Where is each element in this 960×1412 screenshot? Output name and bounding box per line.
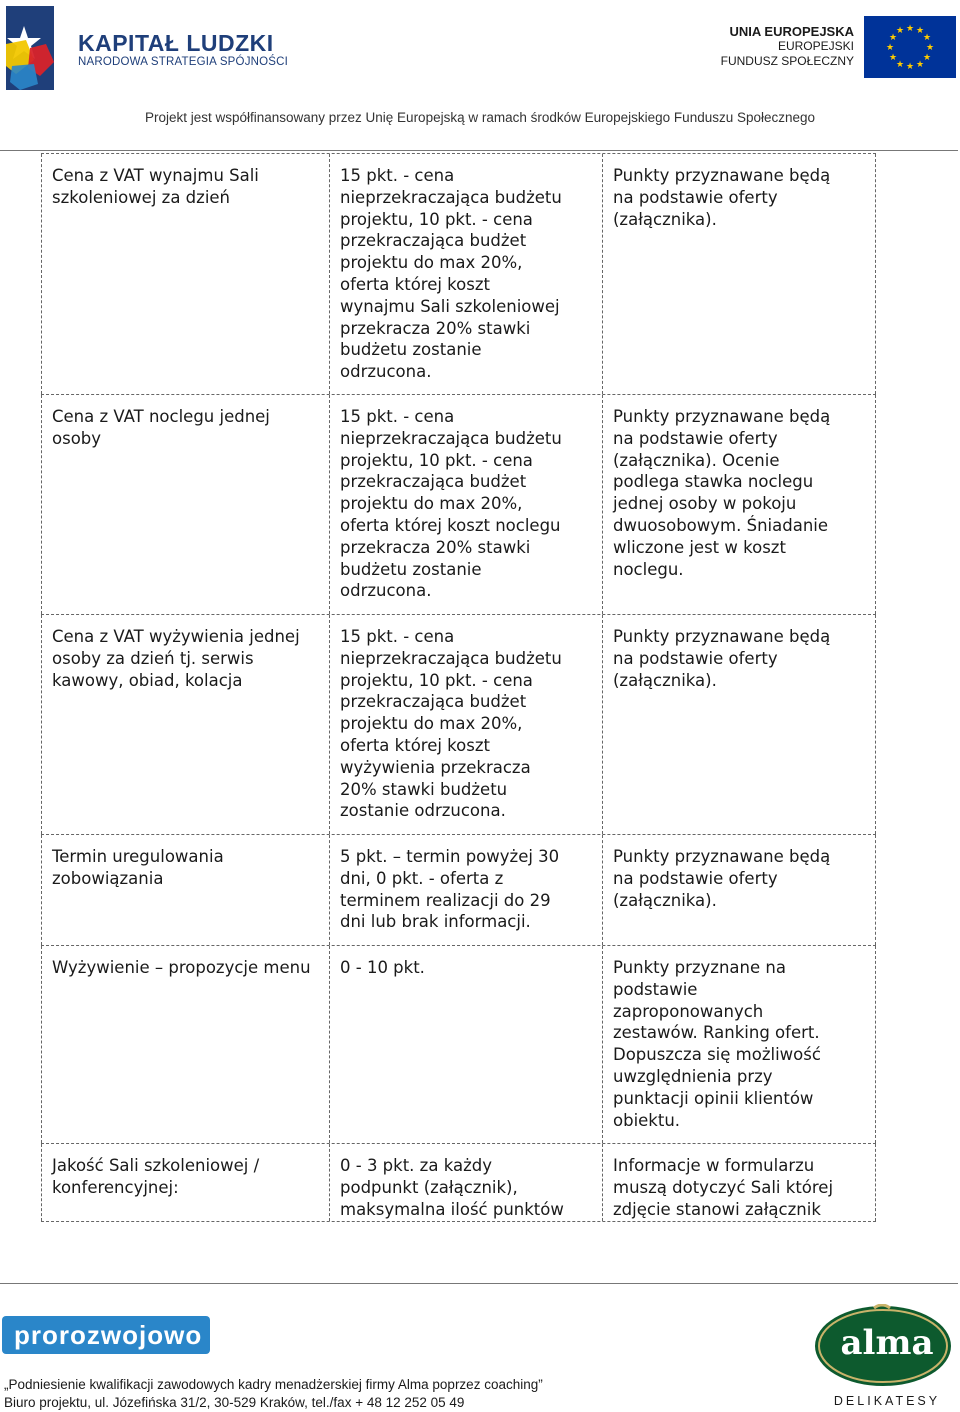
points-cell: 15 pkt. - cena nieprzekraczająca budżetu projektu, 10 pkt. - cena przekraczająca budżet projektu do max 20%, oferta której koszt wynajmu Sali szkoleniowej przekracza 20% stawki budżetu zostanie odrzucona. [330,154,603,394]
notes-cell: Punkty przyznawane będą na podstawie oferty (załącznika). [603,835,876,945]
notes-cell: Punkty przyznawane będą na podstawie oferty (załącznika). [603,154,876,394]
svg-text:★: ★ [925,43,935,53]
svg-text:★: ★ [915,60,925,70]
svg-text:★: ★ [922,33,932,43]
eu-flag-icon [864,16,956,78]
prozwojowo-logo [2,1316,210,1354]
criterion-cell: Termin uregulowania zobowiązania [41,835,330,945]
eu-line-1: UNIA EUROPEJSKA [729,24,854,39]
table-row [41,615,876,835]
criteria-table [41,153,876,1222]
points-cell: 0 - 3 pkt. za każdy podpunkt (załącznik), maksymalna ilość punktów [330,1144,603,1221]
cofunding-statement: Projekt jest współfinansowany przez Unię Europejską w ramach środków Europejskiego Funduszu Społecznego [144,110,816,125]
eu-line-3: FUNDUSZ SPOŁECZNY [720,54,854,68]
eu-line-2: EUROPEJSKI [777,39,854,53]
svg-text:★: ★ [905,62,915,72]
table-row [41,1144,876,1222]
kapital-ludzki-title: KAPITAŁ LUDZKI [78,30,274,56]
svg-text:★: ★ [905,24,915,34]
table-row [41,395,876,615]
prozwojowo-logo-text: prorozwojowo [14,1320,203,1350]
project-address: Biuro projektu, ul. Józefińska 31/2, 30-529 Kraków, tel./fax + 48 12 252 05 49 [4,1395,465,1410]
alma-logo-text: alma [840,1323,934,1363]
criterion-cell: Cena z VAT wyżywienia jednej osoby za dzień tj. serwis kawowy, obiad, kolacja [41,615,330,834]
criterion-cell: Cena z VAT noclegu jednej osoby [41,395,330,614]
criterion-cell: Cena z VAT wynajmu Sali szkoleniowej za dzień [41,154,330,394]
svg-text:★: ★ [888,33,898,43]
points-cell: 15 pkt. - cena nieprzekraczająca budżetu projektu, 10 pkt. - cena przekraczająca budżet projektu do max 20%, oferta której koszt noclegu przekracza 20% stawki budżetu zostanie odrzucona. [330,395,603,614]
notes-cell: Punkty przyznawane będą na podstawie oferty (załącznika). [603,615,876,834]
svg-text:★: ★ [885,43,895,53]
points-cell: 0 - 10 pkt. [330,946,603,1143]
kapital-ludzki-subtitle: NARODOWA STRATEGIA SPÓJNOŚCI [78,56,289,68]
table-row [41,946,876,1144]
notes-cell: Punkty przyznane na podstawie zaproponowanych zestawów. Ranking ofert. Dopuszcza się możliwość uwzględnienia przy punktacji opinii klientów obiektu. [603,946,876,1143]
criterion-cell: Wyżywienie – propozycje menu [41,946,330,1143]
header-divider [0,150,958,151]
page-header [0,0,960,150]
footer-divider [0,1283,958,1284]
svg-text:★: ★ [895,60,905,70]
notes-cell: Punkty przyznawane będą na podstawie oferty (załącznika). Ocenie podlega stawka noclegu jednej osoby w pokoju dwuosobowym. Śniadanie wliczone jest w koszt noclegu. [603,395,876,614]
table-row [41,153,876,395]
criterion-cell: Jakość Sali szkoleniowej / konferencyjnej: [41,1144,330,1221]
svg-text:★: ★ [915,26,925,36]
table-row [41,835,876,946]
svg-text:★: ★ [922,53,932,63]
points-cell: 5 pkt. – termin powyżej 30 dni, 0 pkt. - oferta z terminem realizacji do 29 dni lub brak informacji. [330,835,603,945]
project-title: „Podniesienie kwalifikacji zawodowych kadry menadżerskiej firmy Alma poprzez coaching” [4,1377,543,1392]
kapital-ludzki-logo-icon [4,4,74,92]
svg-text:★: ★ [888,53,898,63]
eu-fund-text [721,24,854,69]
notes-cell: Informacje w formularzu muszą dotyczyć Sali której zdjęcie stanowi załącznik [603,1144,876,1221]
points-cell: 15 pkt. - cena nieprzekraczająca budżetu projektu, 10 pkt. - cena przekraczająca budżet projektu do max 20%, oferta której koszt wyżywienia przekracza 20% stawki budżetu zostanie odrzucona. [330,615,603,834]
alma-subtitle: DELIKATESY [833,1394,941,1408]
svg-text:★: ★ [895,26,905,36]
